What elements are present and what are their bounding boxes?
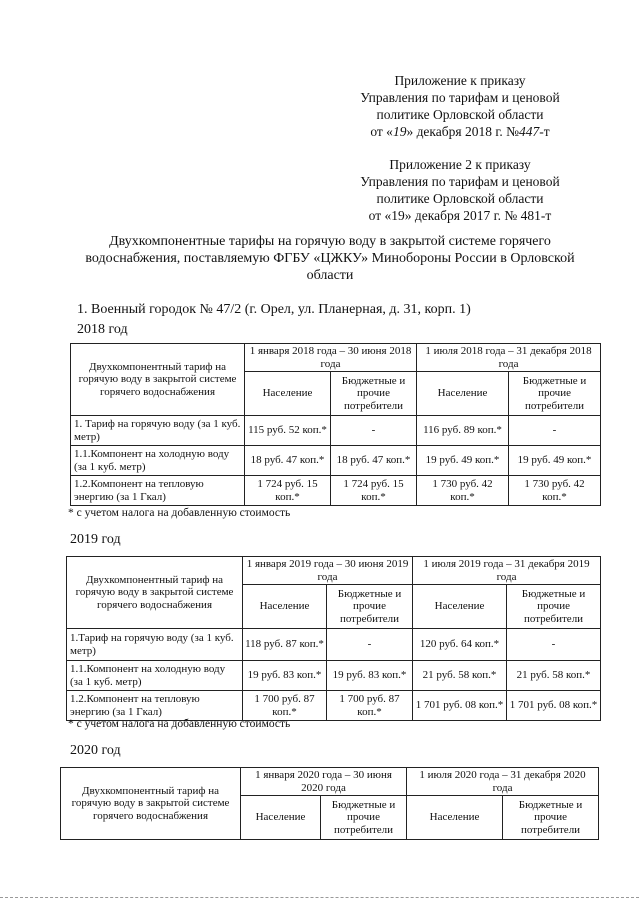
header-label: Двухкомпонентный тариф на горячую воду в закрытой системе горячего водоснабжения	[71, 344, 245, 416]
table-cell: 19 руб. 83 коп.*	[327, 661, 413, 691]
table-cell: 18 руб. 47 коп.*	[245, 446, 331, 476]
col-population: Население	[407, 796, 503, 840]
col-budget: Бюджетные и прочие потребители	[331, 372, 417, 416]
appendix-2017-block	[340, 156, 580, 224]
col-budget: Бюджетные и прочие потребители	[507, 585, 601, 629]
table-cell: 1 701 руб. 08 коп.*	[413, 691, 507, 721]
title-line3: области	[306, 268, 354, 283]
appendix-2018-line3: политике Орловской области	[376, 107, 544, 122]
table-cell: 118 руб. 87 коп.*	[243, 629, 327, 661]
year-2020-heading: 2020 год	[70, 743, 121, 758]
period-1-header: 1 января 2018 года – 30 июня 2018 года	[245, 344, 417, 372]
col-budget: Бюджетные и прочие потребители	[321, 796, 407, 840]
col-population: Население	[241, 796, 321, 840]
row-label: 1. Тариф на горячую воду (за 1 куб. метр)	[71, 416, 245, 446]
section-heading: 1. Военный городок № 47/2 (г. Орел, ул. Планерная, д. 31, корп. 1)	[77, 302, 471, 317]
tariff-table-2020	[60, 767, 599, 840]
row-label: 1.Тариф на горячую воду (за 1 куб. метр)	[67, 629, 243, 661]
document-title	[60, 233, 600, 284]
period-2-header: 1 июля 2018 года – 31 декабря 2018 года	[417, 344, 601, 372]
table-row	[67, 661, 601, 691]
table-cell: 21 руб. 58 коп.*	[413, 661, 507, 691]
col-budget: Бюджетные и прочие потребители	[503, 796, 599, 840]
title-line2: водоснабжения, поставляемую ФГБУ «ЦЖКУ» Минобороны России в Орловской	[85, 251, 575, 266]
table-cell: 18 руб. 47 коп.*	[331, 446, 417, 476]
table-row	[67, 629, 601, 661]
table-cell: 1 701 руб. 08 коп.*	[507, 691, 601, 721]
footnote-2019: * с учетом налога на добавленную стоимость	[68, 718, 291, 730]
appendix-2017-line2: Управления по тарифам и ценовой	[360, 174, 560, 189]
table-row	[71, 416, 601, 446]
year-2018-heading: 2018 год	[77, 322, 128, 337]
row-label: 1.2.Компонент на тепловую энергию (за 1 Гкал)	[71, 476, 245, 506]
table-cell: 1 730 руб. 42 коп.*	[417, 476, 509, 506]
footnote-2018: * с учетом налога на добавленную стоимость	[68, 507, 291, 519]
appendix-2018-line1: Приложение к приказу	[394, 73, 526, 88]
header-label: Двухкомпонентный тариф на горячую воду в закрытой системе горячего водоснабжения	[61, 768, 241, 840]
col-population: Население	[245, 372, 331, 416]
table-cell: 1 724 руб. 15 коп.*	[331, 476, 417, 506]
appendix-2018-number-suffix: -т	[539, 124, 550, 139]
col-budget: Бюджетные и прочие потребители	[509, 372, 601, 416]
appendix-2018-line2: Управления по тарифам и ценовой	[360, 90, 560, 105]
table-cell: 1 700 руб. 87 коп.*	[327, 691, 413, 721]
table-row	[71, 446, 601, 476]
appendix-2017-line1: Приложение 2 к приказу	[389, 157, 531, 172]
year-2019-heading: 2019 год	[70, 532, 121, 547]
period-1-header: 1 января 2020 года – 30 июня 2020 года	[241, 768, 407, 796]
period-1-header: 1 января 2019 года – 30 июня 2019 года	[243, 557, 413, 585]
tariff-table-2018	[70, 343, 601, 506]
appendix-2018-block	[340, 72, 580, 140]
table-cell: 19 руб. 49 коп.*	[417, 446, 509, 476]
table-cell: 19 руб. 49 коп.*	[509, 446, 601, 476]
appendix-2018-line4	[340, 123, 580, 140]
handwritten-number: 447	[519, 124, 540, 139]
col-population: Население	[243, 585, 327, 629]
table-row	[71, 476, 601, 506]
row-label: 1.1.Компонент на холодную воду (за 1 куб. метр)	[67, 661, 243, 691]
tariff-table-2019	[66, 556, 601, 721]
row-label: 1.1.Компонент на холодную воду (за 1 куб. метр)	[71, 446, 245, 476]
table-cell: 21 руб. 58 коп.*	[507, 661, 601, 691]
appendix-2018-date-mid: » декабря 2018 г. №	[406, 124, 519, 139]
table-cell: 120 руб. 64 коп.*	[413, 629, 507, 661]
appendix-2018-date-prefix: от «	[370, 124, 393, 139]
row-label: 1.2.Компонент на тепловую энергию (за 1 Гкал)	[67, 691, 243, 721]
table-cell: 116 руб. 89 коп.*	[417, 416, 509, 446]
table-cell: 19 руб. 83 коп.*	[243, 661, 327, 691]
period-2-header: 1 июля 2020 года – 31 декабря 2020 года	[407, 768, 599, 796]
table-cell: -	[331, 416, 417, 446]
col-budget: Бюджетные и прочие потребители	[327, 585, 413, 629]
appendix-2017-line4: от «19» декабря 2017 г. № 481-т	[368, 208, 552, 223]
header-label: Двухкомпонентный тариф на горячую воду в закрытой системе горячего водоснабжения	[67, 557, 243, 629]
col-population: Население	[417, 372, 509, 416]
appendix-2017-line3: политике Орловской области	[376, 191, 544, 206]
table-cell: 1 724 руб. 15 коп.*	[245, 476, 331, 506]
page-bottom-edge	[0, 897, 639, 898]
table-cell: -	[509, 416, 601, 446]
title-line1: Двухкомпонентные тарифы на горячую воду в закрытой системе горячего	[109, 234, 551, 249]
table-cell: -	[507, 629, 601, 661]
table-cell: 1 700 руб. 87 коп.*	[243, 691, 327, 721]
table-cell: 115 руб. 52 коп.*	[245, 416, 331, 446]
handwritten-day: 19	[392, 124, 407, 139]
table-cell: 1 730 руб. 42 коп.*	[509, 476, 601, 506]
period-2-header: 1 июля 2019 года – 31 декабря 2019 года	[413, 557, 601, 585]
col-population: Население	[413, 585, 507, 629]
table-row	[67, 691, 601, 721]
table-cell: -	[327, 629, 413, 661]
